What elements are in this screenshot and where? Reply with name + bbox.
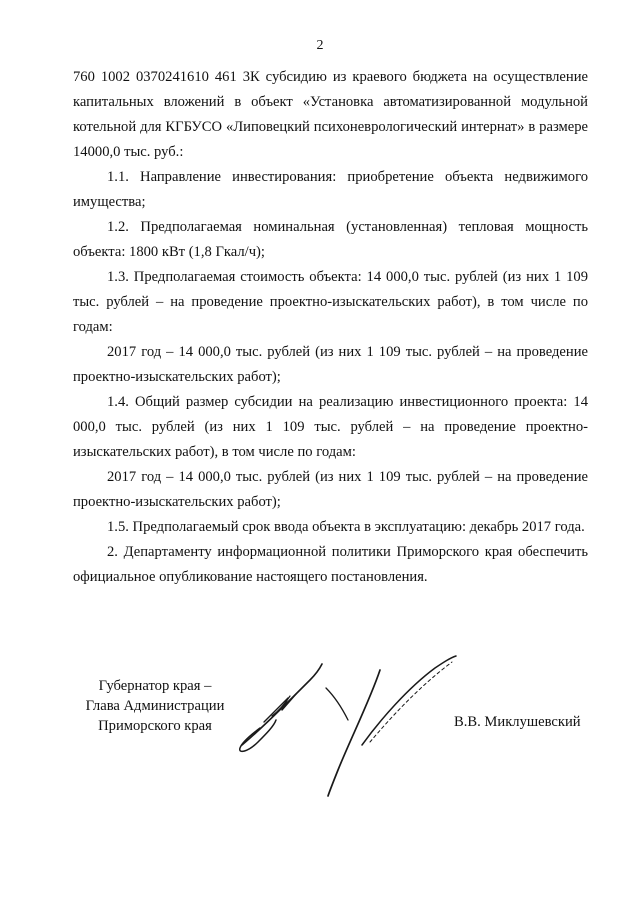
document-body bbox=[73, 65, 588, 590]
signer-title bbox=[60, 676, 250, 736]
paragraph-1-4-year: 2017 год – 14 000,0 тыс. рублей (из них 1 109 тыс. рублей – на проведение проектно-изыскательских работ); bbox=[73, 469, 588, 510]
paragraph-1-5: 1.5. Предполагаемый срок ввода объекта в эксплуатацию: декабрь 2017 года. bbox=[107, 519, 585, 535]
signer-title-line-2: Глава Администрации bbox=[85, 698, 225, 714]
paragraph-1-3: 1.3. Предполагаемая стоимость объекта: 14 000,0 тыс. рублей (из них 1 109 тыс. рублей – на проведение проектно-изыскательских работ), в том числе по годам: bbox=[73, 269, 588, 335]
paragraph-subsidy-intro: 760 1002 0370241610 461 3К субсидию из краевого бюджета на осуществление капитальных вложений в объект «Установка автоматизированной модульной котельной для КГБУСО «Липовецкий психоневрологический интернат» в размере 14000,0 тыс. руб.: bbox=[73, 69, 588, 160]
paragraph-1-1: 1.1. Направление инвестирования: приобретение объекта недвижимого имущества; bbox=[73, 169, 588, 210]
paragraph-1-4: 1.4. Общий размер субсидии на реализацию инвестиционного проекта: 14 000,0 тыс. рублей (из них 1 109 тыс. рублей – на проведение проектно-изыскательских работ), в том числе по годам: bbox=[73, 394, 588, 460]
handwritten-signature-icon bbox=[230, 650, 470, 800]
paragraph-2: 2. Департаменту информационной политики Приморского края обеспечить официальное опубликование настоящего постановления. bbox=[73, 544, 588, 585]
signer-title-line-3: Приморского края bbox=[98, 718, 212, 734]
page-number: 2 bbox=[316, 38, 324, 53]
paragraph-1-3-year: 2017 год – 14 000,0 тыс. рублей (из них 1 109 тыс. рублей – на проведение проектно-изыскательских работ); bbox=[73, 344, 588, 385]
signer-name: В.В. Миклушевский bbox=[454, 714, 581, 730]
paragraph-1-2: 1.2. Предполагаемая номинальная (установленная) тепловая мощность объекта: 1800 кВт (1,8 Гкал/ч); bbox=[73, 219, 588, 260]
signer-title-line-1: Губернатор края – bbox=[98, 678, 212, 694]
